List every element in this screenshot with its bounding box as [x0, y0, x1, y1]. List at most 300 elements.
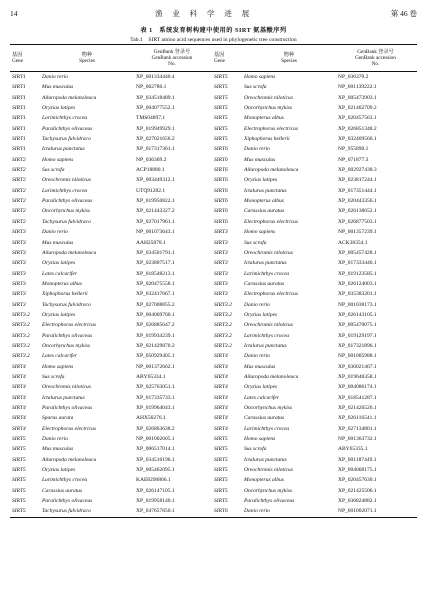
- running-header: [10, 6, 417, 20]
- species-cell: Ailuropoda melanoleuca: [42, 456, 97, 463]
- table-row: [10, 444, 417, 454]
- species-cell: Monopterus albus: [244, 198, 284, 205]
- species-cell: Electrophorus electricus: [244, 125, 299, 132]
- accession-cell: XP_023807517.1: [136, 260, 175, 267]
- table-row: [10, 372, 417, 382]
- gene-cell: SIRT5: [12, 498, 26, 505]
- table-row: [10, 258, 417, 268]
- accession-cell: XP_047657850.1: [136, 508, 175, 515]
- gene-cell: SIRT3: [12, 301, 26, 308]
- accession-cell: XP_027008855.2: [136, 301, 175, 308]
- species-cell: Homo sapiens: [42, 363, 74, 370]
- species-cell: Larimichthys crocea: [42, 115, 88, 122]
- gene-cell: SIRT3: [12, 280, 26, 287]
- species-cell: Danio rerio: [244, 146, 270, 153]
- accession-cell: ABY65334.1: [136, 373, 166, 380]
- accession-cell: XP_017351444.1: [338, 187, 377, 194]
- table-row: [10, 424, 417, 434]
- gene-cell: SIRT2: [12, 167, 26, 174]
- table-row: [10, 103, 417, 113]
- species-cell: Ailuropoda melanoleuca: [244, 167, 299, 174]
- accession-cell: XP_001187449.1: [338, 456, 377, 463]
- gene-cell: SIRT4: [12, 405, 26, 411]
- gene-cell: SIRT2: [12, 208, 26, 215]
- accession-cell: AHX56276.1: [136, 415, 166, 422]
- accession-cell: XP_001334440.4: [136, 74, 175, 80]
- gene-cell: SIRT4: [214, 384, 228, 391]
- gene-cell: SIRT6: [214, 177, 228, 184]
- gene-cell: SIRT2: [12, 156, 26, 163]
- species-cell: Carassius auratus: [244, 415, 285, 422]
- species-cell: Larimichthys crocea: [244, 425, 290, 432]
- table-row: [10, 227, 417, 237]
- gene-cell: SIRT4: [12, 425, 26, 432]
- species-cell: Larimichthys crocea: [244, 270, 290, 277]
- volume-label: 第 46 卷: [390, 8, 417, 18]
- species-cell: Carassius auratus: [244, 208, 285, 215]
- species-cell: Mus musculus: [244, 363, 276, 370]
- species-cell: Electrophorus electricus: [244, 291, 299, 298]
- table-row: [10, 393, 417, 403]
- species-cell: Xiphophorus hellerii: [42, 291, 88, 298]
- gene-cell: SIRT4: [214, 363, 228, 370]
- gene-cell: SIRT1: [12, 105, 26, 112]
- accession-cell: NP_036369.2: [136, 156, 167, 163]
- species-cell: Danio rerio: [244, 353, 270, 360]
- bottom-rule: [10, 517, 417, 518]
- table-caption: [0, 25, 427, 43]
- species-cell: Tachysurus fulvidraco: [42, 301, 91, 308]
- accession-cell: XP_006517014.1: [136, 446, 175, 453]
- accession-cell: XP_020457630.1: [338, 477, 377, 484]
- species-cell: Oryzias latipes: [244, 177, 278, 184]
- accession-cell: XP_004068175.1: [338, 467, 377, 474]
- accession-cell: XP_021429870.2: [136, 342, 175, 349]
- gene-cell: SIRT3: [214, 249, 228, 256]
- accession-cell: XP_025763051.1: [136, 384, 175, 391]
- accession-cell: XP_026138652.1: [338, 208, 377, 215]
- accession-cell: NP_071877.3: [338, 156, 369, 163]
- table-row: [10, 341, 417, 351]
- accession-cell: XP_034518489.1: [136, 94, 175, 101]
- accession-cell: XP_004069760.1: [136, 311, 175, 318]
- gene-cell: SIRT4: [12, 363, 26, 370]
- gene-cell: SIRT3: [214, 270, 228, 277]
- accession-cell: XP_032409560.1: [338, 136, 377, 143]
- table-row: [10, 413, 417, 423]
- species-cell: Oreochromis niloticus: [244, 249, 293, 256]
- gene-cell: SIRT3.2: [12, 342, 30, 349]
- accession-cell: ACP18880.1: [136, 167, 165, 174]
- table-row: [10, 124, 417, 134]
- species-cell: Ailuropoda melanoleuca: [42, 249, 97, 256]
- species-cell: Paralichthys olivaceus: [42, 198, 93, 205]
- species-cell: Lates calcarifer: [244, 394, 279, 401]
- gene-cell: SIRT4: [12, 394, 26, 401]
- accession-cell: XP_021426526.1: [338, 405, 377, 411]
- species-cell: Mus musculus: [42, 239, 74, 246]
- gene-cell: SIRT6: [214, 187, 228, 194]
- table-row: [10, 289, 417, 299]
- gene-cell: SIRT3: [12, 270, 26, 277]
- header-species-left: 物种 Species: [79, 51, 95, 64]
- gene-cell: SIRT5: [12, 477, 26, 484]
- species-cell: Ictalurus punctatus: [244, 342, 287, 349]
- species-cell: Sus scrofa: [244, 239, 267, 246]
- species-cell: Sus scrofa: [244, 84, 267, 91]
- accession-cell: XP_005457428.1: [338, 249, 377, 256]
- accession-cell: UTQ91282.1: [136, 187, 166, 194]
- accession-cell: NP_001372662.1: [136, 363, 175, 370]
- accession-cell: XP_026863638.2: [136, 425, 175, 432]
- gene-cell: SIRT1: [12, 136, 26, 143]
- accession-cell: XP_019123585.1: [338, 270, 377, 277]
- accession-cell: XP_026851348.2: [338, 125, 377, 132]
- accession-cell: NP_001363732.1: [338, 436, 377, 443]
- species-cell: Danio rerio: [244, 508, 270, 515]
- accession-cell: NP_001139222.1: [338, 84, 377, 91]
- species-cell: Ailuropoda melanoleuca: [42, 94, 97, 101]
- accession-cell: XP_005462095.1: [136, 467, 175, 474]
- species-cell: Homo sapiens: [42, 156, 74, 163]
- table-row: [10, 269, 417, 279]
- accession-cell: XP_003449312.1: [136, 177, 175, 184]
- gene-cell: SIRT5: [12, 508, 26, 515]
- species-cell: Danio rerio: [244, 301, 270, 308]
- species-cell: Carassius auratus: [244, 280, 285, 287]
- gene-cell: SIRT3: [214, 229, 228, 236]
- gene-cell: SIRT5: [214, 467, 228, 474]
- gene-cell: SIRT5: [214, 498, 228, 505]
- gene-cell: SIRT3.2: [214, 322, 232, 329]
- species-cell: Ictalurus punctatus: [42, 394, 85, 401]
- gene-cell: SIRT3: [214, 280, 228, 287]
- table-row: [10, 403, 417, 413]
- table-row: [10, 217, 417, 227]
- table-row: [10, 238, 417, 248]
- accession-cell: XP_005470075.1: [338, 322, 377, 329]
- table-row: [10, 165, 417, 175]
- species-cell: Lates calcarifer: [42, 353, 77, 360]
- species-cell: Ictalurus punctatus: [42, 146, 85, 153]
- page-number: 14: [10, 8, 18, 18]
- species-cell: Larimichthys crocea: [42, 187, 88, 194]
- accession-cell: XP_020443356.1: [338, 198, 377, 205]
- accession-cell: NP_001038173.1: [338, 301, 377, 308]
- species-cell: Oryzias latipes: [42, 467, 76, 474]
- species-cell: Electrophorus electricus: [42, 425, 97, 432]
- table-row: [10, 113, 417, 123]
- species-cell: Tachysurus fulvidraco: [42, 508, 91, 515]
- gene-cell: SIRT3.2: [12, 332, 30, 339]
- gene-cell: SIRT5: [12, 456, 26, 463]
- accession-cell: NP_001005988.1: [338, 353, 377, 360]
- accession-cell: XP_026885647.2: [136, 322, 175, 329]
- species-cell: Ictalurus punctatus: [244, 187, 287, 194]
- species-cell: Oncorhynchus mykiss: [244, 105, 293, 112]
- gene-cell: SIRT5: [214, 436, 228, 443]
- gene-cell: SIRT1: [12, 125, 26, 132]
- table-row: [10, 279, 417, 289]
- accession-cell: XP_018548213.1: [136, 270, 175, 277]
- species-cell: Oncorhynchus mykiss: [42, 208, 91, 215]
- accession-cell: XP_017333446.1: [338, 260, 377, 267]
- table-row: [10, 155, 417, 165]
- accession-cell: XP_019958140.1: [136, 498, 175, 505]
- species-cell: Homo sapiens: [244, 436, 276, 443]
- table-row: [10, 175, 417, 185]
- header-species-right: 物种 Species: [281, 51, 297, 64]
- species-cell: Sus scrofa: [42, 167, 65, 174]
- table-row: [10, 310, 417, 320]
- accession-cell: XP_032417667.1: [136, 291, 175, 298]
- accession-cell: XP_004077552.1: [136, 105, 175, 112]
- species-cell: Paralichthys olivaceus: [42, 332, 93, 339]
- gene-cell: SIRT5: [214, 136, 228, 143]
- accession-cell: XP_026124003.1: [338, 280, 377, 287]
- gene-cell: SIRT6: [214, 198, 228, 205]
- gene-cell: SIRT3.2: [214, 311, 232, 318]
- accession-cell: XP_017317361.1: [136, 146, 175, 153]
- species-cell: Oryzias latipes: [42, 105, 76, 112]
- table-row: [10, 475, 417, 485]
- accession-cell: XP_002927438.3: [338, 167, 377, 174]
- gene-cell: SIRT3: [214, 291, 228, 298]
- species-cell: Oreochromis niloticus: [244, 94, 293, 101]
- gene-cell: SIRT3.2: [12, 353, 30, 360]
- species-cell: Homo sapiens: [244, 229, 276, 236]
- species-cell: Ictalurus punctatus: [244, 456, 287, 463]
- species-cell: Sus scrofa: [244, 446, 267, 453]
- gene-cell: SIRT2: [12, 177, 26, 184]
- table-row: [10, 72, 417, 82]
- gene-cell: SIRT6: [214, 156, 228, 163]
- species-cell: Oreochromis niloticus: [42, 177, 91, 184]
- accession-cell: XP_017321896.1: [338, 342, 377, 349]
- accession-cell: XP_019950822.1: [136, 198, 175, 205]
- table-row: [10, 206, 417, 216]
- accession-cell: XP_019964043.1: [136, 405, 175, 411]
- accession-cell: XP_050929405.1: [136, 353, 175, 360]
- table-row: [10, 300, 417, 310]
- table-row: [10, 320, 417, 330]
- table-row: [10, 465, 417, 475]
- species-cell: Ailuropoda melanoleuca: [244, 373, 299, 380]
- accession-cell: AAH25878.1: [136, 239, 166, 246]
- table-row: [10, 496, 417, 506]
- species-cell: Oreochromis niloticus: [244, 467, 293, 474]
- species-cell: Homo sapiens: [244, 74, 276, 80]
- accession-cell: XP_005473903.1: [338, 94, 377, 101]
- accession-cell: XP_018541287.1: [338, 394, 377, 401]
- species-cell: Lates calcarifer: [42, 270, 77, 277]
- accession-cell: ABY65335.1: [338, 446, 368, 453]
- species-cell: Oryzias latipes: [244, 311, 278, 318]
- gene-cell: SIRT4: [12, 415, 26, 422]
- gene-cell: SIRT2: [12, 218, 26, 225]
- accession-cell: XP_026116541.1: [338, 415, 377, 422]
- sequence-table: [10, 44, 417, 518]
- gene-cell: SIRT5: [214, 105, 228, 112]
- gene-cell: SIRT4: [12, 373, 26, 380]
- gene-cell: SIRT3.2: [12, 311, 30, 318]
- gene-cell: SIRT5: [214, 74, 228, 80]
- species-cell: Sparus aurata: [42, 415, 74, 422]
- table-row: [10, 362, 417, 372]
- species-cell: Oreochromis niloticus: [244, 322, 293, 329]
- species-cell: Electrophorus electricus: [42, 322, 97, 329]
- species-cell: Xiphophorus hellerii: [244, 136, 290, 143]
- gene-cell: SIRT3: [214, 239, 228, 246]
- accession-cell: NP_955890.1: [338, 146, 369, 153]
- caption-chinese: 表 1 系统发育树构建中使用的 SIRT 氨基酸序列: [140, 27, 287, 34]
- gene-cell: SIRT3.2: [214, 332, 232, 339]
- accession-cell: XP_027017961.1: [136, 218, 175, 225]
- gene-cell: SIRT3.2: [214, 301, 232, 308]
- gene-cell: SIRT5: [214, 94, 228, 101]
- header-accession-right: GenBank 登录号 GenBank accession No.: [355, 48, 396, 68]
- table-row: [10, 144, 417, 154]
- gene-cell: SIRT5: [214, 477, 228, 484]
- accession-cell: NP_062786.1: [136, 84, 167, 91]
- species-cell: Danio rerio: [42, 229, 68, 236]
- gene-cell: SIRT4: [214, 415, 228, 422]
- accession-cell: XP_020457563.1: [338, 115, 377, 122]
- gene-cell: SIRT5: [214, 84, 228, 91]
- gene-cell: SIRT3: [12, 249, 26, 256]
- species-cell: Ictalurus punctatus: [244, 260, 287, 267]
- gene-cell: SIRT3: [12, 260, 26, 267]
- species-cell: Oryzias latipes: [42, 260, 76, 267]
- species-cell: Monopterus albus: [42, 280, 82, 287]
- species-cell: Oryzias latipes: [244, 384, 278, 391]
- gene-cell: SIRT1: [12, 84, 26, 91]
- gene-cell: SIRT5: [12, 487, 26, 494]
- table-row: [10, 455, 417, 465]
- gene-cell: SIRT6: [214, 167, 228, 174]
- table-body: [10, 72, 417, 517]
- accession-cell: XP_021443327.2: [136, 208, 175, 215]
- accession-cell: XP_023817244.1: [338, 177, 377, 184]
- gene-cell: SIRT4: [214, 425, 228, 432]
- species-cell: Monopterus albus: [244, 115, 284, 122]
- gene-cell: SIRT4: [214, 394, 228, 401]
- species-cell: Paralichthys olivaceus: [42, 498, 93, 505]
- species-cell: Electrophorus electricus: [244, 218, 299, 225]
- table-row: [10, 434, 417, 444]
- accession-cell: XP_019949929.1: [136, 125, 175, 132]
- gene-cell: SIRT6: [214, 218, 228, 225]
- gene-cell: SIRT3: [12, 229, 26, 236]
- table-row: [10, 486, 417, 496]
- gene-cell: SIRT1: [12, 115, 26, 122]
- accession-cell: NP_036370.2: [338, 74, 369, 80]
- accession-cell: XP_036021467.1: [338, 363, 377, 370]
- gene-cell: SIRT3: [12, 239, 26, 246]
- gene-cell: SIRT6: [214, 146, 228, 153]
- table-row: [10, 82, 417, 92]
- accession-cell: NP_001002605.1: [136, 436, 175, 443]
- gene-cell: SIRT3.2: [214, 342, 232, 349]
- header-accession-left: GenBank 登录号 GenBank accession No.: [151, 48, 193, 68]
- accession-cell: XP_020475558.1: [136, 280, 175, 287]
- species-cell: Danio rerio: [42, 74, 68, 80]
- gene-cell: SIRT4: [214, 405, 228, 411]
- gene-cell: SIRT1: [12, 94, 26, 101]
- gene-cell: SIRT2: [12, 198, 26, 205]
- accession-cell: XP_035383201.1: [338, 291, 377, 298]
- species-cell: Paralichthys olivaceus: [244, 498, 295, 505]
- species-cell: Danio rerio: [42, 436, 68, 443]
- accession-cell: NP_001357239.1: [338, 229, 377, 236]
- accession-cell: XP_004086174.1: [338, 384, 377, 391]
- species-cell: Tachysurus fulvidraco: [42, 218, 91, 225]
- gene-cell: SIRT3: [12, 291, 26, 298]
- gene-cell: SIRT1: [12, 146, 26, 153]
- accession-cell: XP_019648358.1: [338, 373, 377, 380]
- gene-cell: SIRT3.2: [12, 322, 30, 329]
- table-row: [10, 248, 417, 258]
- species-cell: Oncorhynchus mykiss: [244, 405, 293, 411]
- accession-cell: XP_021425506.1: [338, 487, 377, 494]
- accession-cell: XP_017335733.1: [136, 394, 175, 401]
- species-cell: Monopterus albus: [244, 477, 284, 484]
- accession-cell: XP_034501791.1: [136, 249, 175, 256]
- gene-cell: SIRT1: [12, 74, 26, 80]
- accession-cell: XP_021462709.2: [338, 105, 377, 112]
- species-cell: Carassius auratus: [42, 487, 83, 494]
- gene-cell: SIRT5: [12, 446, 26, 453]
- species-cell: Oreochromis niloticus: [42, 384, 91, 391]
- table-row: [10, 186, 417, 196]
- table-row: [10, 93, 417, 103]
- accession-cell: KAE8290866.1: [136, 477, 171, 484]
- accession-cell: ACK38354.1: [338, 239, 368, 246]
- accession-cell: XP_019934239.1: [136, 332, 175, 339]
- header-gene-left: 基因 Gene: [12, 51, 23, 64]
- species-cell: Oncorhynchus mykiss: [244, 487, 293, 494]
- species-cell: Larimichthys crocea: [244, 332, 290, 339]
- accession-cell: XP_034516196.1: [136, 456, 175, 463]
- species-cell: Mus musculus: [244, 156, 276, 163]
- caption-english: Tab.1 SIRT amino acid sequences used in phylogenetic tree construction: [130, 37, 297, 43]
- gene-cell: SIRT4: [214, 373, 228, 380]
- species-cell: Paralichthys olivaceus: [42, 405, 93, 411]
- table-row: [10, 382, 417, 392]
- journal-title: 渔 业 科 学 进 展: [154, 8, 254, 18]
- gene-cell: SIRT6: [214, 508, 228, 515]
- species-cell: Sus scrofa: [42, 373, 65, 380]
- gene-cell: SIRT5: [214, 115, 228, 122]
- accession-cell: XP_019129197.1: [338, 332, 377, 339]
- accession-cell: XP_027021656.2: [136, 136, 175, 143]
- accession-cell: TMS04897.1: [136, 115, 166, 122]
- table-row: [10, 134, 417, 144]
- species-cell: Oryzias latipes: [42, 311, 76, 318]
- gene-cell: SIRT4: [12, 384, 26, 391]
- species-cell: Paralichthys olivaceus: [42, 125, 93, 132]
- accession-cell: NP_001002071.1: [338, 508, 377, 515]
- species-cell: Larimichthys crocea: [42, 477, 88, 484]
- gene-cell: SIRT6: [214, 208, 228, 215]
- gene-cell: SIRT5: [12, 467, 26, 474]
- accession-cell: XP_027134801.1: [338, 425, 377, 432]
- gene-cell: SIRT4: [214, 353, 228, 360]
- accession-cell: NP_001073643.1: [136, 229, 175, 236]
- table-row: [10, 351, 417, 361]
- gene-cell: SIRT5: [214, 487, 228, 494]
- species-cell: Mus musculus: [42, 84, 74, 91]
